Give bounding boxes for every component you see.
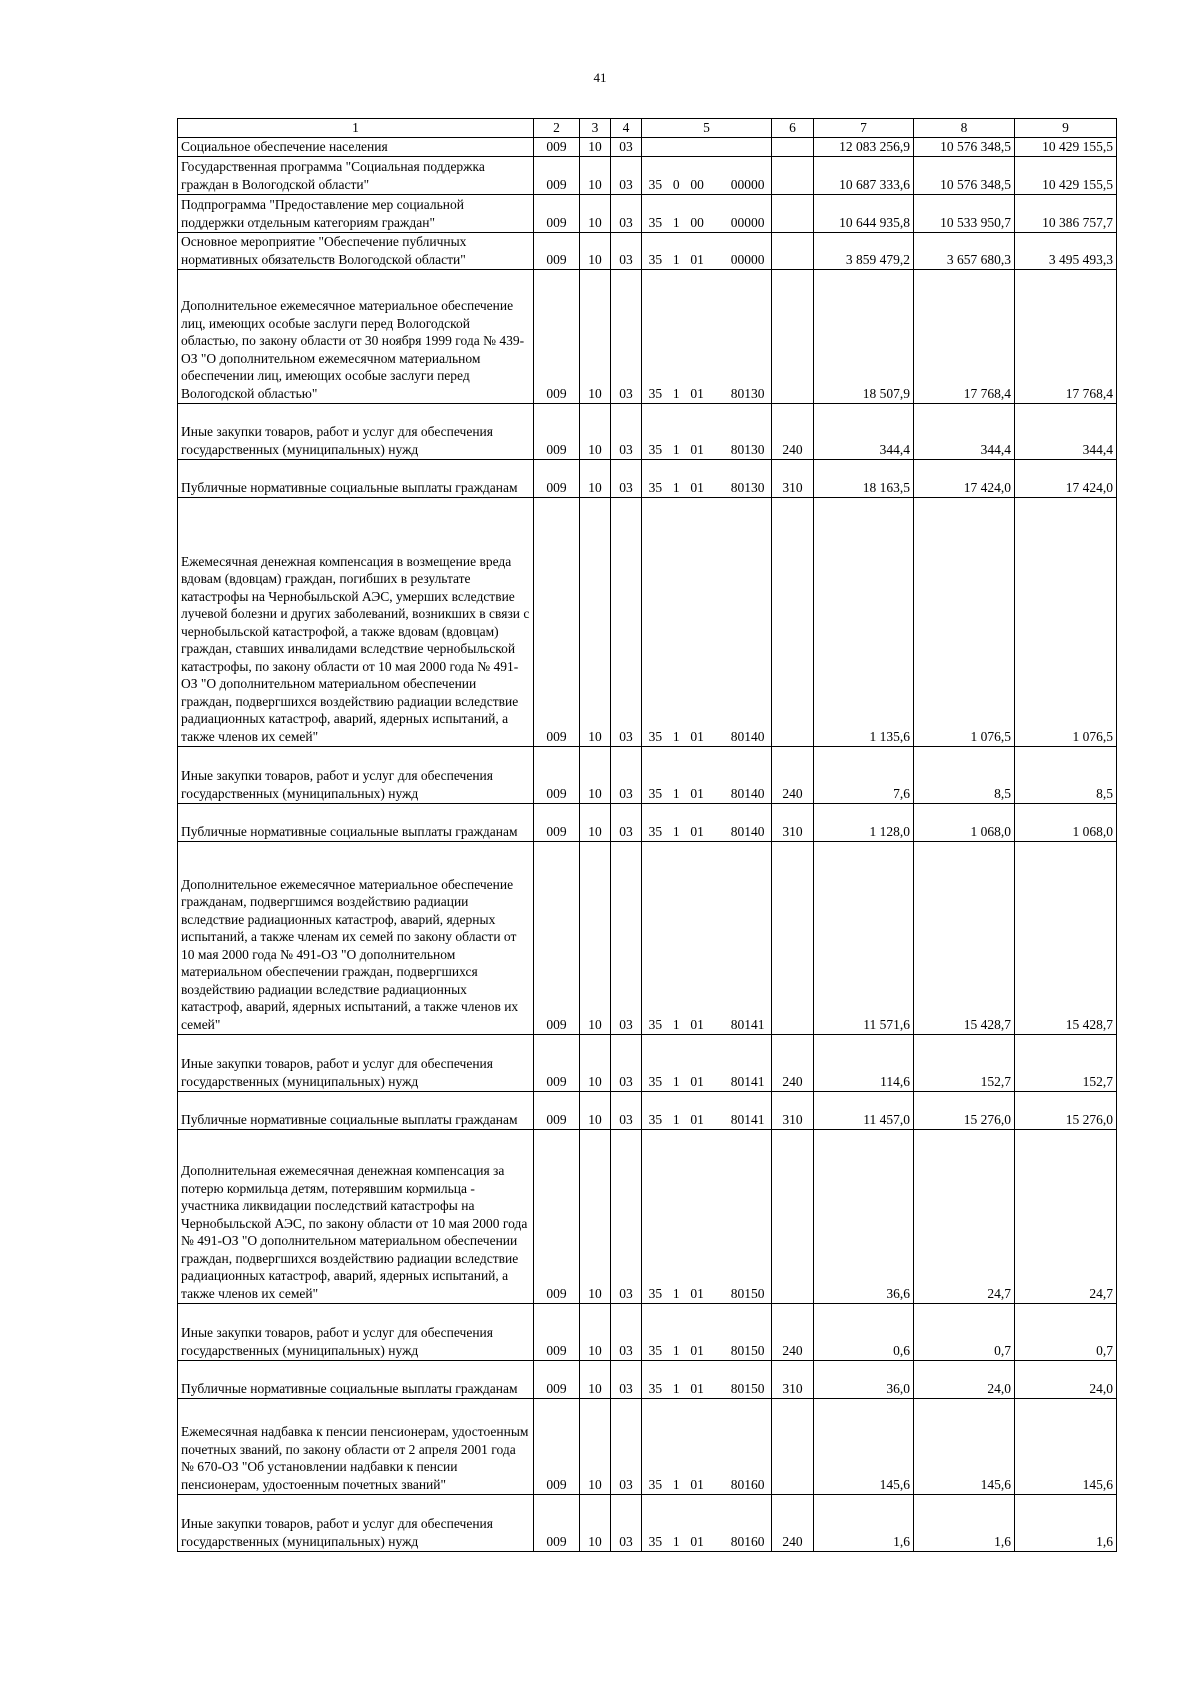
row-code-2: 009: [534, 232, 580, 269]
row-code-2: 009: [534, 156, 580, 194]
column-number-header: [178, 119, 1117, 138]
row-code-2: 009: [534, 497, 580, 746]
row-target-article: 35 1 01 80160: [642, 1398, 772, 1494]
table-row: [178, 269, 1117, 403]
row-expense-type: 310: [772, 1360, 814, 1398]
row-expense-type: 310: [772, 803, 814, 841]
row-name: Государственная программа "Социальная поддержка граждан в Вологодской области": [178, 156, 534, 194]
table-row: [178, 497, 1117, 746]
row-code-2: 009: [534, 1398, 580, 1494]
row-amount-7: 145,6: [814, 1398, 914, 1494]
col-header-5: 5: [642, 119, 772, 138]
row-name: Иные закупки товаров, работ и услуг для обеспечения государственных (муниципальных) нужд: [178, 746, 534, 803]
row-code-4: 03: [611, 1091, 642, 1129]
row-name: Дополнительное ежемесячное материальное обеспечение гражданам, подвергшимся воздействию радиации вследствие радиационных катастроф, аварий, ядерных испытаний, а также членам их семей по закону области от 10 мая 2000 года № 491-ОЗ "О дополнительном материальном обеспечении граждан, подвергшихся воздействию радиации вследствие радиационных катастроф, аварий, ядерных испытаний, а также членов их семей": [178, 841, 534, 1034]
row-amount-7: 11 571,6: [814, 841, 914, 1034]
row-target-article: 35 0 00 00000: [642, 156, 772, 194]
row-amount-7: 12 083 256,9: [814, 137, 914, 156]
row-amount-7: 1,6: [814, 1494, 914, 1551]
row-expense-type: [772, 1129, 814, 1303]
row-amount-8: 10 576 348,5: [914, 137, 1015, 156]
row-code-2: 009: [534, 459, 580, 497]
row-amount-9: 10 386 757,7: [1015, 194, 1117, 232]
row-code-3: 10: [580, 269, 611, 403]
row-target-article: 35 1 01 80140: [642, 746, 772, 803]
table-row: [178, 403, 1117, 459]
row-target-article: 35 1 01 80140: [642, 497, 772, 746]
row-code-4: 03: [611, 746, 642, 803]
row-target-article: 35 1 01 80140: [642, 803, 772, 841]
row-amount-8: 15 276,0: [914, 1091, 1015, 1129]
table-row: [178, 1129, 1117, 1303]
row-name: Публичные нормативные социальные выплаты гражданам: [178, 459, 534, 497]
table-row: [178, 232, 1117, 269]
row-code-4: 03: [611, 403, 642, 459]
row-code-2: 009: [534, 1303, 580, 1360]
row-amount-8: 145,6: [914, 1398, 1015, 1494]
row-code-4: 03: [611, 1303, 642, 1360]
table-row: [178, 1398, 1117, 1494]
row-code-4: 03: [611, 232, 642, 269]
row-expense-type: 240: [772, 1494, 814, 1551]
row-expense-type: 240: [772, 1034, 814, 1091]
table-row: [178, 1303, 1117, 1360]
row-target-article: 35 1 01 80130: [642, 269, 772, 403]
row-amount-8: 344,4: [914, 403, 1015, 459]
row-code-2: 009: [534, 403, 580, 459]
row-expense-type: [772, 194, 814, 232]
row-name: Иные закупки товаров, работ и услуг для обеспечения государственных (муниципальных) нужд: [178, 403, 534, 459]
row-amount-7: 0,6: [814, 1303, 914, 1360]
row-amount-7: 36,0: [814, 1360, 914, 1398]
row-amount-9: 152,7: [1015, 1034, 1117, 1091]
row-code-4: 03: [611, 803, 642, 841]
row-amount-7: 3 859 479,2: [814, 232, 914, 269]
row-amount-8: 3 657 680,3: [914, 232, 1015, 269]
row-amount-7: 114,6: [814, 1034, 914, 1091]
row-code-3: 10: [580, 1091, 611, 1129]
row-expense-type: [772, 497, 814, 746]
row-amount-9: 17 768,4: [1015, 269, 1117, 403]
row-target-article: 35 1 01 80141: [642, 1034, 772, 1091]
budget-table: [177, 118, 1117, 1552]
row-code-4: 03: [611, 269, 642, 403]
row-code-4: 03: [611, 156, 642, 194]
table-row: [178, 459, 1117, 497]
row-amount-9: 1 068,0: [1015, 803, 1117, 841]
row-code-4: 03: [611, 1360, 642, 1398]
row-amount-8: 1,6: [914, 1494, 1015, 1551]
row-name: Публичные нормативные социальные выплаты гражданам: [178, 1091, 534, 1129]
table-row: [178, 137, 1117, 156]
col-header-9: 9: [1015, 119, 1117, 138]
col-header-2: 2: [534, 119, 580, 138]
row-name: Ежемесячная надбавка к пенсии пенсионерам, удостоенным почетных званий, по закону области от 2 апреля 2001 года № 670-ОЗ "Об установлении надбавки к пенсии пенсионерам, удостоенным почетных званий": [178, 1398, 534, 1494]
row-code-4: 03: [611, 1494, 642, 1551]
row-code-2: 009: [534, 1360, 580, 1398]
col-header-3: 3: [580, 119, 611, 138]
col-header-8: 8: [914, 119, 1015, 138]
row-name: Социальное обеспечение населения: [178, 137, 534, 156]
row-code-2: 009: [534, 803, 580, 841]
row-amount-7: 18 507,9: [814, 269, 914, 403]
table-row: [178, 746, 1117, 803]
row-code-3: 10: [580, 1398, 611, 1494]
row-code-2: 009: [534, 194, 580, 232]
row-code-3: 10: [580, 232, 611, 269]
row-amount-9: 17 424,0: [1015, 459, 1117, 497]
row-amount-9: 15 276,0: [1015, 1091, 1117, 1129]
row-target-article: 35 1 01 80130: [642, 403, 772, 459]
row-target-article: 35 1 01 80141: [642, 841, 772, 1034]
row-name: Иные закупки товаров, работ и услуг для обеспечения государственных (муниципальных) нужд: [178, 1303, 534, 1360]
row-name: Дополнительная ежемесячная денежная компенсация за потерю кормильца детям, потерявшим кормильца - участника ликвидации последствий катастрофы на Чернобыльской АЭС, по закону области от 10 мая 2000 года № 491-ОЗ "О дополнительном материальном обеспечении граждан, подвергшихся воздействию радиации вследствие радиационных катастроф, аварий, ядерных испытаний, а также членов их семей": [178, 1129, 534, 1303]
table-row: [178, 1091, 1117, 1129]
col-header-7: 7: [814, 119, 914, 138]
row-expense-type: 240: [772, 403, 814, 459]
row-target-article: 35 1 01 80160: [642, 1494, 772, 1551]
row-code-4: 03: [611, 194, 642, 232]
row-target-article: 35 1 01 80141: [642, 1091, 772, 1129]
row-expense-type: [772, 269, 814, 403]
col-header-4: 4: [611, 119, 642, 138]
row-target-article: 35 1 01 80130: [642, 459, 772, 497]
row-code-4: 03: [611, 1129, 642, 1303]
row-name: Подпрограмма "Предоставление мер социальной поддержки отдельным категориям граждан": [178, 194, 534, 232]
row-code-3: 10: [580, 459, 611, 497]
row-code-3: 10: [580, 1034, 611, 1091]
row-name: Основное мероприятие "Обеспечение публичных нормативных обязательств Вологодской области": [178, 232, 534, 269]
row-amount-9: 0,7: [1015, 1303, 1117, 1360]
row-amount-8: 0,7: [914, 1303, 1015, 1360]
row-name: Ежемесячная денежная компенсация в возмещение вреда вдовам (вдовцам) граждан, погибших в результате катастрофы на Чернобыльской АЭС, умерших вследствие лучевой болезни и других заболеваний, возникших в связи с чернобыльской катастрофой, а также вдовам (вдовцам) граждан, ставших инвалидами вследствие чернобыльской катастрофы, по закону области от 10 мая 2000 года № 491-ОЗ "О дополнительном материальном обеспечении граждан, подвергшихся воздействию радиации вследствие радиационных катастроф, аварий, ядерных испытаний, а также членов их семей": [178, 497, 534, 746]
row-name: Иные закупки товаров, работ и услуг для обеспечения государственных (муниципальных) нужд: [178, 1034, 534, 1091]
row-code-4: 03: [611, 1398, 642, 1494]
row-amount-8: 24,0: [914, 1360, 1015, 1398]
page-number: 41: [593, 70, 607, 85]
row-code-2: 009: [534, 1091, 580, 1129]
row-amount-8: 10 576 348,5: [914, 156, 1015, 194]
row-code-2: 009: [534, 137, 580, 156]
row-code-4: 03: [611, 137, 642, 156]
row-name: Публичные нормативные социальные выплаты гражданам: [178, 803, 534, 841]
row-amount-8: 1 068,0: [914, 803, 1015, 841]
row-amount-9: 15 428,7: [1015, 841, 1117, 1034]
row-amount-7: 10 687 333,6: [814, 156, 914, 194]
row-expense-type: [772, 841, 814, 1034]
row-code-2: 009: [534, 841, 580, 1034]
row-code-3: 10: [580, 403, 611, 459]
row-code-2: 009: [534, 746, 580, 803]
row-target-article: 35 1 01 80150: [642, 1303, 772, 1360]
row-amount-8: 10 533 950,7: [914, 194, 1015, 232]
row-target-article: [642, 137, 772, 156]
row-expense-type: [772, 156, 814, 194]
row-code-2: 009: [534, 1494, 580, 1551]
row-amount-7: 1 128,0: [814, 803, 914, 841]
row-amount-9: 3 495 493,3: [1015, 232, 1117, 269]
row-code-3: 10: [580, 1129, 611, 1303]
row-amount-8: 15 428,7: [914, 841, 1015, 1034]
row-code-4: 03: [611, 1034, 642, 1091]
row-target-article: 35 1 01 80150: [642, 1360, 772, 1398]
row-code-3: 10: [580, 156, 611, 194]
row-expense-type: [772, 137, 814, 156]
row-amount-9: 1,6: [1015, 1494, 1117, 1551]
row-code-3: 10: [580, 803, 611, 841]
row-code-4: 03: [611, 841, 642, 1034]
row-target-article: 35 1 01 00000: [642, 232, 772, 269]
row-name: Иные закупки товаров, работ и услуг для обеспечения государственных (муниципальных) нужд: [178, 1494, 534, 1551]
row-expense-type: [772, 232, 814, 269]
row-code-4: 03: [611, 459, 642, 497]
row-expense-type: 240: [772, 1303, 814, 1360]
row-amount-7: 18 163,5: [814, 459, 914, 497]
table-row: [178, 1494, 1117, 1551]
row-amount-8: 17 424,0: [914, 459, 1015, 497]
row-expense-type: 310: [772, 459, 814, 497]
row-amount-8: 17 768,4: [914, 269, 1015, 403]
row-expense-type: 240: [772, 746, 814, 803]
table-row: [178, 1360, 1117, 1398]
row-amount-9: 24,0: [1015, 1360, 1117, 1398]
row-amount-7: 10 644 935,8: [814, 194, 914, 232]
table-row: [178, 156, 1117, 194]
row-amount-9: 10 429 155,5: [1015, 137, 1117, 156]
row-amount-8: 1 076,5: [914, 497, 1015, 746]
col-header-1: 1: [178, 119, 534, 138]
row-code-3: 10: [580, 841, 611, 1034]
row-amount-9: 1 076,5: [1015, 497, 1117, 746]
table-row: [178, 841, 1117, 1034]
row-code-3: 10: [580, 137, 611, 156]
row-code-4: 03: [611, 497, 642, 746]
row-code-2: 009: [534, 1034, 580, 1091]
row-code-3: 10: [580, 194, 611, 232]
table-row: [178, 194, 1117, 232]
row-expense-type: [772, 1398, 814, 1494]
row-amount-9: 344,4: [1015, 403, 1117, 459]
row-amount-8: 152,7: [914, 1034, 1015, 1091]
row-amount-7: 7,6: [814, 746, 914, 803]
row-target-article: 35 1 00 00000: [642, 194, 772, 232]
row-code-3: 10: [580, 1360, 611, 1398]
row-amount-9: 145,6: [1015, 1398, 1117, 1494]
row-code-3: 10: [580, 1303, 611, 1360]
row-target-article: 35 1 01 80150: [642, 1129, 772, 1303]
row-amount-8: 8,5: [914, 746, 1015, 803]
row-code-3: 10: [580, 1494, 611, 1551]
table-row: [178, 803, 1117, 841]
row-amount-9: 8,5: [1015, 746, 1117, 803]
row-expense-type: 310: [772, 1091, 814, 1129]
row-name: Публичные нормативные социальные выплаты гражданам: [178, 1360, 534, 1398]
table-row: [178, 1034, 1117, 1091]
row-amount-7: 36,6: [814, 1129, 914, 1303]
row-code-3: 10: [580, 497, 611, 746]
row-name: Дополнительное ежемесячное материальное обеспечение лиц, имеющих особые заслуги перед Вологодской областью, по закону области от 30 ноября 1999 года № 439-ОЗ "О дополнительном ежемесячном материальном обеспечении лиц, имеющих особые заслуги перед Вологодской областью": [178, 269, 534, 403]
row-amount-9: 24,7: [1015, 1129, 1117, 1303]
col-header-6: 6: [772, 119, 814, 138]
row-amount-7: 1 135,6: [814, 497, 914, 746]
row-code-3: 10: [580, 746, 611, 803]
row-amount-8: 24,7: [914, 1129, 1015, 1303]
row-amount-7: 11 457,0: [814, 1091, 914, 1129]
row-code-2: 009: [534, 1129, 580, 1303]
row-amount-9: 10 429 155,5: [1015, 156, 1117, 194]
row-amount-7: 344,4: [814, 403, 914, 459]
row-code-2: 009: [534, 269, 580, 403]
